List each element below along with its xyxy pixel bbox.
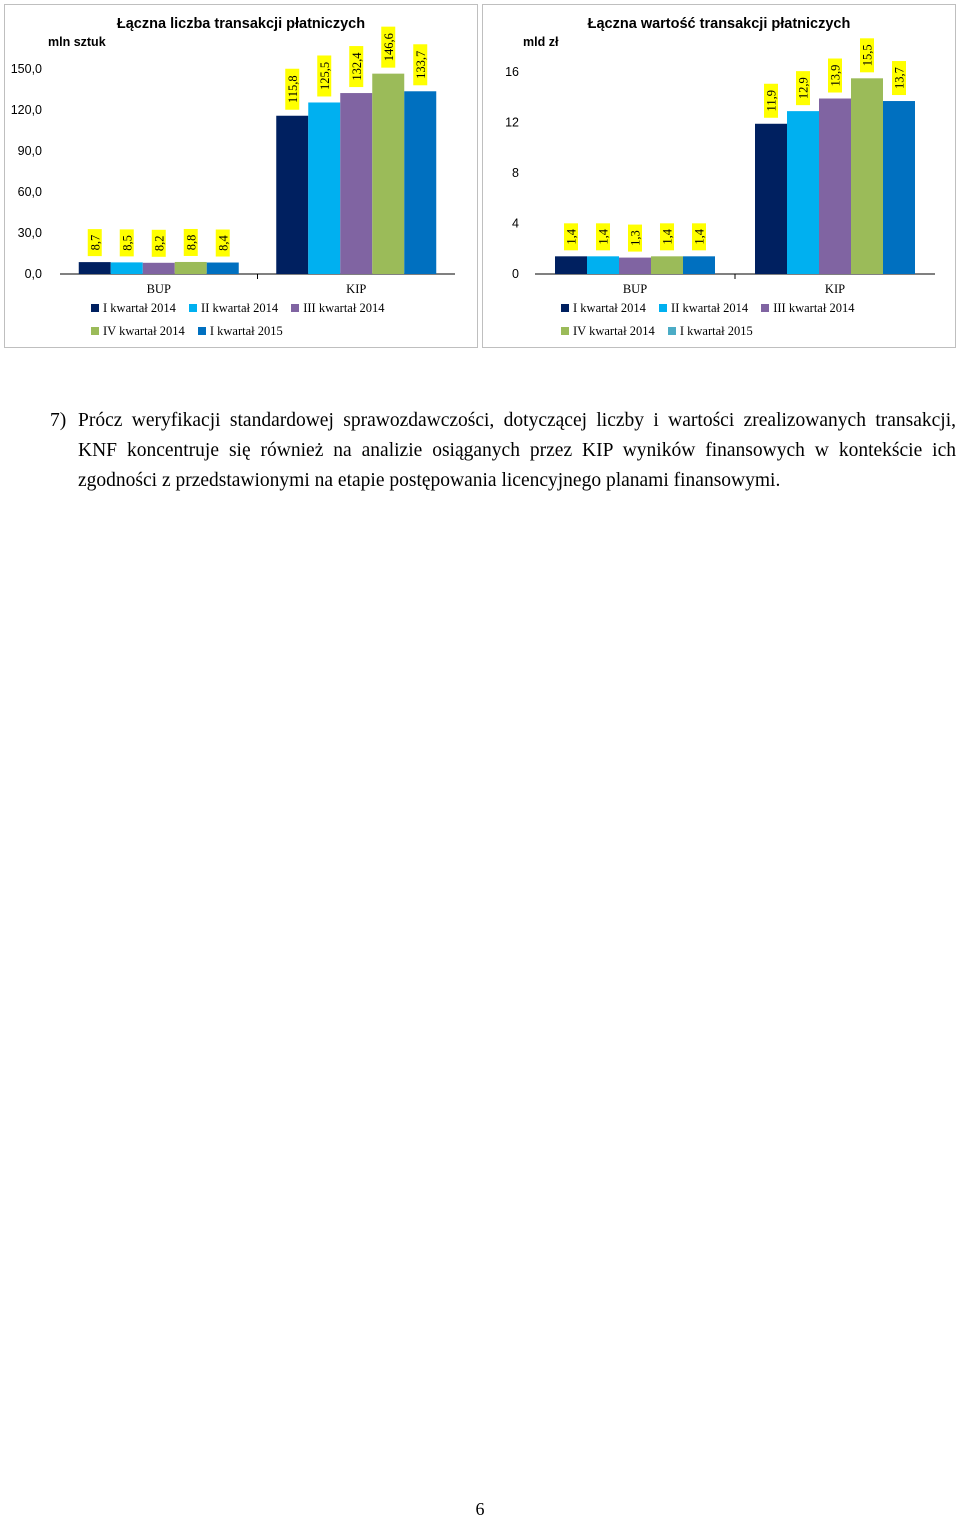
bar	[851, 78, 883, 274]
y-tick-label: 60,0	[17, 185, 42, 199]
data-label-text: 13,7	[892, 67, 907, 89]
legend-label: III kwartał 2014	[773, 301, 855, 315]
bar	[111, 262, 143, 274]
y-tick-label: 120,0	[10, 103, 42, 117]
y-tick-label: 0	[512, 267, 519, 281]
legend-label: I kwartał 2015	[679, 324, 753, 338]
legend-item	[659, 301, 748, 316]
bar	[404, 91, 436, 274]
legend-item	[198, 324, 283, 339]
data-label-text: 8,4	[216, 235, 231, 251]
data-label	[596, 223, 611, 250]
legend-label: I kwartał 2014	[103, 301, 176, 315]
data-label	[796, 71, 811, 105]
chart-title: Łączna wartość transakcji płatniczych	[587, 16, 851, 32]
data-label	[892, 61, 907, 95]
data-label-text: 13,9	[828, 64, 843, 87]
data-label	[628, 225, 643, 252]
chart-unit-label: mld zł	[523, 35, 559, 49]
data-label-text: 8,5	[120, 235, 135, 251]
data-label-text: 1,3	[628, 230, 643, 246]
data-label	[120, 229, 135, 256]
data-label	[764, 84, 779, 118]
y-tick-label: 150,0	[10, 62, 42, 76]
data-label-text: 133,7	[413, 50, 428, 79]
bar	[819, 99, 851, 274]
legend-item	[561, 324, 655, 339]
y-tick-label: 90,0	[17, 144, 42, 158]
data-label-text: 12,9	[796, 77, 811, 100]
y-tick-label: 12	[505, 115, 519, 130]
category-label: BUP	[622, 282, 648, 296]
bar	[883, 101, 915, 274]
bar	[587, 256, 619, 274]
data-label-text: 125,5	[317, 61, 332, 91]
chart-transaction-value	[482, 4, 956, 348]
data-label-text: 8,7	[88, 234, 103, 251]
legend-swatch	[761, 304, 769, 312]
legend-item	[189, 301, 278, 316]
data-label	[413, 44, 428, 85]
legend-swatch	[659, 304, 667, 312]
y-tick-label: 30,0	[17, 226, 42, 240]
data-label-text: 115,8	[285, 75, 300, 104]
y-tick-label: 4	[512, 216, 519, 231]
legend-swatch	[189, 304, 197, 312]
chart-legend-row-2	[561, 324, 763, 339]
chart-unit-label: mln sztuk	[48, 35, 106, 49]
legend-swatch	[91, 327, 99, 335]
data-label	[564, 223, 579, 250]
data-label	[381, 27, 396, 68]
bar	[683, 256, 715, 274]
data-label	[349, 46, 364, 87]
data-label-text: 1,4	[596, 229, 611, 245]
bar	[787, 111, 819, 274]
data-label	[692, 223, 707, 250]
legend-swatch	[561, 304, 569, 312]
bar	[175, 262, 207, 274]
legend-label: II kwartał 2014	[671, 301, 749, 315]
legend-item	[91, 301, 176, 316]
data-label	[88, 229, 103, 256]
y-tick-label: 8	[512, 166, 519, 180]
data-label-text: 15,5	[860, 44, 875, 67]
category-label: KIP	[824, 282, 846, 296]
legend-label: II kwartał 2014	[201, 301, 279, 315]
legend-swatch	[668, 327, 676, 335]
data-label-text: 146,6	[381, 33, 396, 62]
chart-legend	[91, 301, 394, 316]
legend-label: I kwartał 2014	[573, 301, 646, 315]
page-number: 6	[475, 1499, 485, 1519]
data-label	[285, 69, 300, 110]
chart-legend-row-2	[91, 324, 293, 339]
legend-swatch	[561, 327, 569, 335]
bar	[372, 74, 404, 274]
chart-canvas	[483, 5, 957, 349]
bar	[555, 256, 587, 274]
data-label-text: 1,4	[692, 229, 707, 245]
paragraph-7	[50, 406, 956, 496]
chart-transaction-count	[4, 4, 478, 348]
data-label	[317, 55, 332, 96]
y-tick-label: 16	[505, 65, 519, 79]
legend-item	[761, 301, 854, 316]
legend-label: IV kwartał 2014	[103, 324, 185, 338]
data-label	[184, 229, 199, 256]
paragraph-text: Prócz weryfikacji standardowej sprawozdawczości, dotyczącej liczby i wartości zrealizowanych transakcji, KNF koncentruje się również na analizie osiąganych przez KIP wyników finansowych w kontekście ich zgodności z przedstawionymi na etapie postępowania licencyjnego planami finansowymi.	[78, 410, 956, 491]
data-label-text: 8,2	[152, 235, 167, 252]
legend-item	[291, 301, 384, 316]
bar	[308, 102, 340, 274]
data-label	[860, 38, 875, 72]
bar	[79, 262, 111, 274]
legend-label: III kwartał 2014	[303, 301, 385, 315]
bar	[651, 256, 683, 274]
y-tick-label: 0,0	[24, 267, 42, 281]
legend-item	[91, 324, 185, 339]
data-label	[660, 223, 675, 250]
legend-item	[668, 324, 753, 339]
chart-title: Łączna liczba transakcji płatniczych	[116, 16, 366, 32]
bar	[143, 263, 175, 274]
data-label-text: 1,4	[660, 229, 675, 245]
paragraph-number: 7)	[50, 410, 67, 431]
data-label	[828, 59, 843, 93]
chart-legend	[561, 301, 864, 316]
chart-canvas	[5, 5, 479, 349]
bar	[276, 116, 308, 274]
data-label-text: 132,4	[349, 52, 364, 81]
data-label	[216, 230, 231, 257]
legend-swatch	[91, 304, 99, 312]
category-label: KIP	[346, 282, 367, 296]
bar	[340, 93, 372, 274]
legend-swatch	[291, 304, 299, 312]
legend-swatch	[198, 327, 206, 335]
data-label-text: 1,4	[564, 229, 579, 245]
data-label-text: 8,8	[184, 234, 199, 251]
legend-label: I kwartał 2015	[209, 324, 283, 338]
data-label-text: 11,9	[764, 90, 779, 112]
data-label	[152, 230, 167, 257]
bar	[755, 124, 787, 274]
legend-item	[561, 301, 646, 316]
bar	[207, 263, 239, 274]
category-label: BUP	[146, 282, 171, 296]
legend-label: IV kwartał 2014	[573, 324, 655, 338]
bar	[619, 258, 651, 274]
